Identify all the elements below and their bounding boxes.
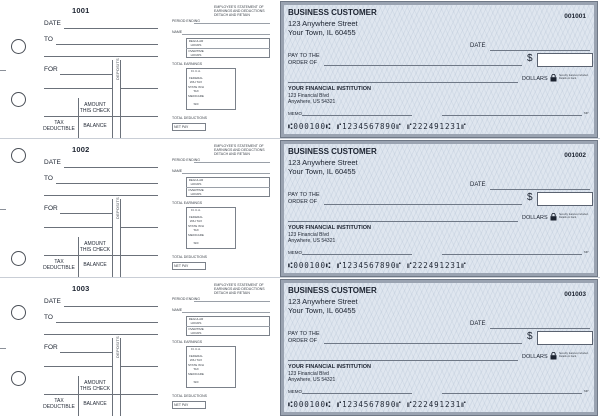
stub-line [44, 366, 112, 367]
period-ending-line [194, 162, 270, 163]
check-number-prefix: 00 [564, 13, 572, 20]
stub-tax-label [42, 120, 76, 132]
institution-city: Anywhere, US 54321 [288, 99, 336, 105]
stub-check-number: 1002 [72, 145, 90, 154]
dollar-sign: $ [527, 192, 533, 203]
fica-label: F.I.C.A. [191, 208, 201, 212]
stub-divider [112, 199, 113, 277]
stub-deductible-text: DEDUCTIBLE [43, 404, 75, 410]
stub-check-number: 1001 [72, 6, 90, 15]
padlock-icon [550, 213, 557, 221]
stub-divider [120, 338, 121, 416]
stub-this-check-text: THIS CHECK [79, 386, 111, 392]
stub-amount-label [78, 241, 112, 253]
regular-hours-label: REGULAR HOURS [188, 178, 204, 186]
regular-hours-label: REGULAR HOURS [188, 317, 204, 325]
stub-for-line [60, 352, 112, 353]
earnings-heading: EMPLOYEE'S STATEMENT OF EARNINGS AND DEDUCTIONS DETACH AND RETAIN [214, 5, 265, 17]
institution-name: YOUR FINANCIAL INSTITUTION [288, 86, 372, 92]
stub-divider [112, 338, 113, 416]
stub-line [44, 334, 158, 335]
name-line [182, 312, 270, 313]
binder-hole-icon [11, 371, 26, 386]
stub-amount-text: AMOUNT [84, 102, 106, 108]
stub-divider [78, 376, 79, 416]
stub-amount-label [78, 380, 112, 392]
overtime-hours-label: OVERTIME HOURS [188, 188, 204, 196]
stub-to-line [56, 183, 158, 184]
order-of-text: ORDER OF [288, 199, 318, 205]
stub-amount-label [78, 102, 112, 114]
written-amount-line[interactable] [288, 360, 518, 361]
order-of-text: ORDER OF [288, 60, 318, 66]
total-deductions-label: TOTAL DEDUCTIONS [172, 116, 207, 120]
dollars-label: DOLLARS [522, 76, 548, 82]
mp-mark: MP [584, 250, 589, 254]
medicare-label: MEDICARE [188, 233, 204, 237]
check-number-prefix: 00 [564, 152, 572, 159]
federal-tax-label: FEDERAL W/H TAX [189, 76, 203, 84]
check-2 [281, 141, 597, 276]
federal-tax-label: FEDERAL W/H TAX [189, 215, 203, 223]
stub-date-label: DATE [44, 20, 61, 27]
medicare-label: MEDICARE [188, 372, 204, 376]
stub-divider [120, 60, 121, 138]
stub-this-check-text: THIS CHECK [79, 247, 111, 253]
stub-line [44, 195, 158, 196]
institution-street: 123 Financial Blvd [288, 371, 329, 377]
check-number [564, 152, 586, 159]
ledger-stub [38, 0, 160, 138]
check-1 [281, 2, 597, 137]
date-label: DATE [470, 321, 486, 327]
total-earnings-label: TOTAL EARNINGS [172, 201, 203, 205]
institution-city: Anywhere, US 54321 [288, 377, 336, 383]
period-ending-label: PERIOD ENDING [172, 158, 201, 162]
micr-line: ⑆000100⑆ ⑈1234567890⑈ ⑈222491231⑈ [288, 261, 467, 270]
written-amount-line[interactable] [288, 82, 518, 83]
memo-label: MEMO [288, 111, 302, 116]
amount-box[interactable] [537, 192, 593, 206]
stub-to-line [56, 322, 158, 323]
signature-line[interactable] [442, 254, 582, 255]
signature-line[interactable] [442, 393, 582, 394]
pay-to-label [288, 331, 320, 345]
memo-label: MEMO [288, 250, 302, 255]
period-ending-line [194, 301, 270, 302]
stub-for-label: FOR [44, 205, 58, 212]
stub-line [44, 394, 158, 395]
stub-this-check-text: THIS CHECK [79, 108, 111, 114]
payee-line[interactable] [324, 65, 522, 66]
period-ending-line [194, 23, 270, 24]
period-ending-label: PERIOD ENDING [172, 19, 201, 23]
check-row-3 [0, 278, 600, 416]
customer-name: BUSINESS CUSTOMER [288, 8, 377, 17]
stub-to-label: TO [44, 175, 53, 182]
stub-date-line [64, 28, 158, 29]
stub-tax-text: TAX [54, 259, 64, 265]
security-note: Security features included. Details on back. [559, 213, 589, 219]
overtime-hours-label: OVERTIME HOURS [188, 49, 204, 57]
pay-to-text: PAY TO THE [288, 53, 320, 59]
stub-deductible-text: DEDUCTIBLE [43, 265, 75, 271]
payee-line[interactable] [324, 343, 522, 344]
total-deductions-label: TOTAL DEDUCTIONS [172, 394, 207, 398]
pay-to-text: PAY TO THE [288, 331, 320, 337]
stub-line [44, 255, 158, 256]
stub-date-label: DATE [44, 159, 61, 166]
mp-mark: MP [584, 389, 589, 393]
perforation-tick [0, 70, 6, 71]
memo-label: MEMO [288, 389, 302, 394]
state-tax-label: STATE W/H TAX [188, 363, 204, 371]
pay-to-label [288, 53, 320, 67]
stub-amount-text: AMOUNT [84, 380, 106, 386]
memo-line[interactable] [302, 115, 412, 116]
stub-divider [120, 199, 121, 277]
binder-hole-icon [11, 251, 26, 266]
stub-for-line [60, 213, 112, 214]
check-number-value: 1003 [571, 291, 586, 298]
customer-street: 123 Anywhere Street [288, 297, 358, 306]
total-earnings-label: TOTAL EARNINGS [172, 340, 203, 344]
stub-tax-text: TAX [54, 120, 64, 126]
total-earnings-label: TOTAL EARNINGS [172, 62, 203, 66]
amount-box[interactable] [537, 331, 593, 345]
fica-label: F.I.C.A. [191, 347, 201, 351]
binder-hole-icon [11, 305, 26, 320]
customer-city: Your Town, IL 60455 [288, 306, 356, 315]
memo-line[interactable] [302, 254, 412, 255]
stub-deposits-label: DEPOSITS [115, 58, 120, 80]
stub-balance-label: BALANCE [83, 123, 107, 129]
stub-balance-label: BALANCE [83, 262, 107, 268]
dollar-sign: $ [527, 53, 533, 64]
name-line [182, 34, 270, 35]
ledger-stub [38, 278, 160, 416]
micr-line: ⑆000100⑆ ⑈1234567890⑈ ⑈222491231⑈ [288, 400, 467, 409]
check-row-1 [0, 0, 600, 138]
stub-to-label: TO [44, 314, 53, 321]
earnings-stub [172, 278, 272, 416]
customer-city: Your Town, IL 60455 [288, 28, 356, 37]
stub-line [120, 88, 158, 89]
stub-line [120, 227, 158, 228]
medicare-label: MEDICARE [188, 94, 204, 98]
stub-line [44, 227, 112, 228]
stub-tax-text: TAX [54, 398, 64, 404]
fica-label: F.I.C.A. [191, 69, 201, 73]
federal-tax-label: FEDERAL W/H TAX [189, 354, 203, 362]
stub-tax-label [42, 259, 76, 271]
stub-check-number: 1003 [72, 284, 90, 293]
binder-hole-icon [11, 92, 26, 107]
date-line[interactable] [490, 50, 590, 51]
stub-to-line [56, 44, 158, 45]
written-amount-line[interactable] [288, 221, 518, 222]
pay-to-text: PAY TO THE [288, 192, 320, 198]
memo-line[interactable] [302, 393, 412, 394]
date-line[interactable] [490, 328, 590, 329]
earnings-stub [172, 139, 272, 277]
stub-date-line [64, 306, 158, 307]
stub-line [44, 56, 158, 57]
overtime-hours-label: OVERTIME HOURS [188, 327, 204, 335]
stub-deposits-label: DEPOSITS [115, 197, 120, 219]
amount-box[interactable] [537, 53, 593, 67]
check-number [564, 291, 586, 298]
customer-name: BUSINESS CUSTOMER [288, 147, 377, 156]
padlock-icon [550, 352, 557, 360]
name-label: NAME [172, 169, 183, 173]
name-label: NAME [172, 30, 183, 34]
net-pay-label: NET PAY [174, 403, 189, 407]
earnings-heading: EMPLOYEE'S STATEMENT OF EARNINGS AND DEDUCTIONS DETACH AND RETAIN [214, 283, 265, 295]
stub-date-line [64, 167, 158, 168]
stub-deposits-label: DEPOSITS [115, 336, 120, 358]
binder-hole-icon [11, 148, 26, 163]
institution-address [288, 93, 335, 105]
stub-amount-text: AMOUNT [84, 241, 106, 247]
earnings-stub [172, 0, 272, 138]
check-number-value: 1002 [571, 152, 586, 159]
net-pay-label: NET PAY [174, 125, 189, 129]
dollars-label: DOLLARS [522, 215, 548, 221]
earnings-heading: EMPLOYEE'S STATEMENT OF EARNINGS AND DEDUCTIONS DETACH AND RETAIN [214, 144, 265, 156]
net-pay-label: NET PAY [174, 264, 189, 268]
micr-line: ⑆000100⑆ ⑈1234567890⑈ ⑈222491231⑈ [288, 122, 467, 131]
perforation-tick [0, 209, 6, 210]
institution-address [288, 371, 335, 383]
check-number [564, 13, 586, 20]
perforation-tick [0, 348, 6, 349]
stub-for-label: FOR [44, 66, 58, 73]
padlock-icon [550, 74, 557, 82]
stub-line [44, 88, 112, 89]
binder-hole-icon [11, 39, 26, 54]
security-note: Security features included. Details on back. [559, 74, 589, 80]
mp-mark: MP [584, 111, 589, 115]
security-note: Security features included. Details on back. [559, 352, 589, 358]
period-ending-label: PERIOD ENDING [172, 297, 201, 301]
stub-divider [112, 60, 113, 138]
stub-for-line [60, 74, 112, 75]
state-tax-label: STATE W/H TAX [188, 85, 204, 93]
customer-street: 123 Anywhere Street [288, 158, 358, 167]
state-tax-label: STATE W/H TAX [188, 224, 204, 232]
institution-address [288, 232, 335, 244]
check-3 [281, 280, 597, 415]
stub-line [120, 366, 158, 367]
institution-name: YOUR FINANCIAL INSTITUTION [288, 364, 372, 370]
institution-name: YOUR FINANCIAL INSTITUTION [288, 225, 372, 231]
date-label: DATE [470, 43, 486, 49]
sdi-label: SDI [193, 102, 199, 106]
sdi-label: SDI [193, 380, 199, 384]
dollar-sign: $ [527, 331, 533, 342]
stub-for-label: FOR [44, 344, 58, 351]
payee-line[interactable] [324, 204, 522, 205]
check-number-prefix: 00 [564, 291, 572, 298]
institution-street: 123 Financial Blvd [288, 232, 329, 238]
ledger-stub [38, 139, 160, 277]
total-deductions-label: TOTAL DEDUCTIONS [172, 255, 207, 259]
regular-hours-label: REGULAR HOURS [188, 39, 204, 47]
customer-street: 123 Anywhere Street [288, 19, 358, 28]
check-row-2 [0, 139, 600, 277]
check-number-value: 1001 [571, 13, 586, 20]
stub-to-label: TO [44, 36, 53, 43]
signature-line[interactable] [442, 115, 582, 116]
order-of-text: ORDER OF [288, 338, 318, 344]
dollars-label: DOLLARS [522, 354, 548, 360]
date-label: DATE [470, 182, 486, 188]
stub-line [44, 116, 158, 117]
stub-divider [78, 98, 79, 138]
stub-balance-label: BALANCE [83, 401, 107, 407]
customer-city: Your Town, IL 60455 [288, 167, 356, 176]
stub-tax-label [42, 398, 76, 410]
institution-city: Anywhere, US 54321 [288, 238, 336, 244]
sdi-label: SDI [193, 241, 199, 245]
name-line [182, 173, 270, 174]
pay-to-label [288, 192, 320, 206]
stub-divider [78, 237, 79, 277]
date-line[interactable] [490, 189, 590, 190]
stub-deductible-text: DEDUCTIBLE [43, 126, 75, 132]
institution-street: 123 Financial Blvd [288, 93, 329, 99]
stub-date-label: DATE [44, 298, 61, 305]
name-label: NAME [172, 308, 183, 312]
customer-name: BUSINESS CUSTOMER [288, 286, 377, 295]
